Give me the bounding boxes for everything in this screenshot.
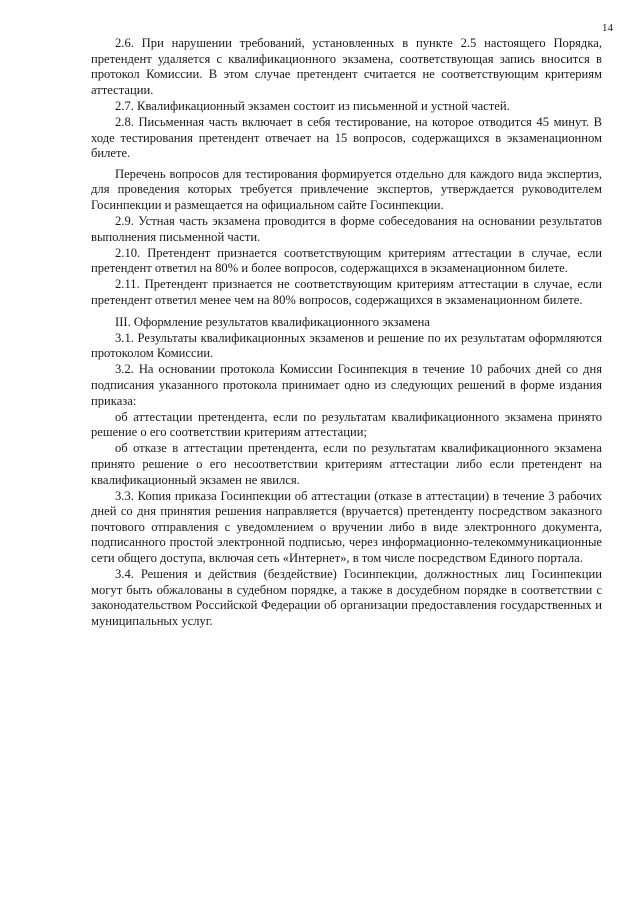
paragraph-refusal-decision: об отказе в аттестации претендента, если по результатам квалификационного экзамена принято решение о его несоответствии критериям аттестации либо если претендент на квалификационный экзамен не явился. <box>91 441 602 487</box>
document-body <box>91 36 602 630</box>
paragraph-3-1: 3.1. Результаты квалификационных экзаменов и решение по их результатам оформляются протоколом Комиссии. <box>91 330 602 361</box>
paragraph-question-list: Перечень вопросов для тестирования формируется отдельно для каждого вида экспертиз, для проведения которых требуется привлечение экспертов, утверждается руководителем Госинпекции и размещается на официальном сайте Госинпекции. <box>91 166 602 212</box>
page-number: 14 <box>602 22 613 34</box>
section-heading-iii: III. Оформление результатов квалификационного экзамена <box>115 314 430 329</box>
paragraph-attestation-decision: об аттестации претендента, если по результатам квалификационного экзамена принято решение о его соответствии критериям аттестации; <box>91 409 602 440</box>
paragraph-2-6: 2.6. При нарушении требований, установленных в пункте 2.5 настоящего Порядка, претендент удаляется с квалификационного экзамена, соответствующая запись вносится в протокол Комиссии. В этом случае претендент считается не соответствующим критериям аттестации. <box>91 36 602 97</box>
paragraph-2-7: 2.7. Квалификационный экзамен состоит из письменной и устной частей. <box>115 98 510 113</box>
paragraph-3-3: 3.3. Копия приказа Госинпекции об аттестации (отказе в аттестации) в течение 3 рабочих дней со дня принятия решения направляется (вручается) претенденту посредством заказного почтового отправления с уведомлением о вручении либо в виде электронного документа, подписанного простой электронной подписью, через информационно-телекоммуникационные сети общего доступа, включая сеть «Интернет», в том числе посредством Единого портала. <box>91 488 602 565</box>
paragraph-2-11: 2.11. Претендент признается не соответствующим критериям аттестации в случае, если претендент ответил менее чем на 80% вопросов, содержащихся в экзаменационном билете. <box>91 277 602 307</box>
paragraph-2-10: 2.10. Претендент признается соответствующим критериям аттестации в случае, если претендент ответил на 80% и более вопросов, содержащихся в экзаменационном билете. <box>91 245 602 276</box>
paragraph-3-2: 3.2. На основании протокола Комиссии Госинпекция в течение 10 рабочих дней со дня подписания указанного протокола принимает одно из следующих решений в форме издания приказа: <box>91 362 602 408</box>
paragraph-2-9: 2.9. Устная часть экзамена проводится в форме собеседования на основании результатов выполнения письменной части. <box>91 214 602 244</box>
paragraph-2-8: 2.8. Письменная часть включает в себя тестирование, на которое отводится 45 минут. В ходе тестирования претендент отвечает на 15 вопросов, содержащихся в экзаменационном билете. <box>91 114 602 161</box>
paragraph-3-4: 3.4. Решения и действия (бездействие) Госинпекции, должностных лиц Госинпекции могут быть обжалованы в судебном порядке, а также в досудебном порядке в соответствии с законодательством Российской Федерации об организации предоставления государственных и муниципальных услуг. <box>91 567 602 628</box>
